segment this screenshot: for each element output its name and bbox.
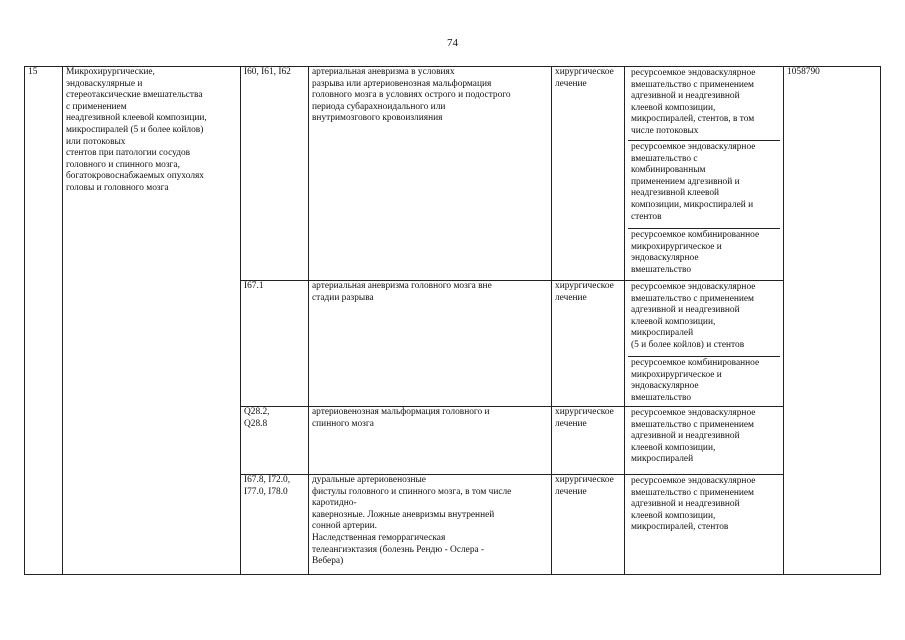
icd-codes-cell: I60, I61, I62 — [241, 67, 309, 281]
treatment-type-cell: хирургическое лечение — [552, 407, 625, 475]
methods-cell — [625, 67, 784, 281]
row-number-cell: 15 — [25, 67, 63, 575]
table-row-group-1 — [25, 67, 881, 281]
intervention-name-cell: Микрохирургические, эндоваскулярные и стереотаксические вмешательства с применением неадгезивной клеевой композиции, микроспиралей (5 и более койлов) или потоковых стентов при патологии сосудов головного и спинного мозга, богатокровоснабжаемых опухолях головы и головного мозга — [63, 67, 241, 575]
diagnosis-cell: артериальная аневризма головного мозга вне стадии разрыва — [309, 281, 552, 407]
methods-cell — [625, 407, 784, 475]
tariff-cell: 1058790 — [784, 67, 881, 575]
methods-cell — [625, 475, 784, 575]
method-item: ресурсоемкое комбинированное микрохирургическое и эндоваскулярное вмешательство — [631, 358, 760, 403]
method-item: ресурсоемкое эндоваскулярное вмешательство с применением адгезивной и неадгезивной клеевой композиции, микроспиралей, стентов — [631, 476, 756, 533]
icd-codes-cell: Q28.2, Q28.8 — [241, 407, 309, 475]
method-item: ресурсоемкое эндоваскулярное вмешательство с применением адгезивной и неадгезивной клеевой композиции, микроспиралей, стентов, в том числе потоковых — [628, 67, 780, 141]
diagnosis-cell: дуральные артериовенозные фистулы головного и спинного мозга, в том числе каротидно- кавернозные. Ложные аневризмы внутренней сонной артерии. Наследственная геморрагическая телеангиэктазия (болезнь Рендю - Ослера - Вебера) — [309, 475, 552, 575]
method-item: ресурсоемкое эндоваскулярное вмешательство с применением адгезивной и неадгезивной клеевой композиции, микроспиралей (5 и более койлов) и стентов — [628, 281, 780, 357]
methods-cell — [625, 281, 784, 407]
method-item: ресурсоемкое эндоваскулярное вмешательство с комбинированным применением адгезивной и неадгезивной клеевой композиции, микроспиралей и стентов — [628, 141, 780, 229]
page-number: 74 — [447, 37, 458, 49]
icd-codes-cell: I67.8, I72.0, I77.0, I78.0 — [241, 475, 309, 575]
method-item: ресурсоемкое комбинированное микрохирургическое и эндоваскулярное вмешательство — [631, 230, 760, 275]
treatment-type-cell: хирургическое лечение — [552, 475, 625, 575]
medical-care-table — [24, 66, 881, 575]
method-item: ресурсоемкое эндоваскулярное вмешательство с применением адгезивной и неадгезивной клеевой композиции, микроспиралей — [631, 408, 756, 465]
diagnosis-cell: артериовенозная мальформация головного и спинного мозга — [309, 407, 552, 475]
treatment-type-cell: хирургическое лечение — [552, 281, 625, 407]
treatment-type-cell: хирургическое лечение — [552, 67, 625, 281]
icd-codes-cell: I67.1 — [241, 281, 309, 407]
diagnosis-cell: артериальная аневризма в условиях разрыва или артериовенозная мальформация головного мозга в условиях острого и подострого периода субарахноидального или внутримозгового кровоизлияния — [309, 67, 552, 281]
